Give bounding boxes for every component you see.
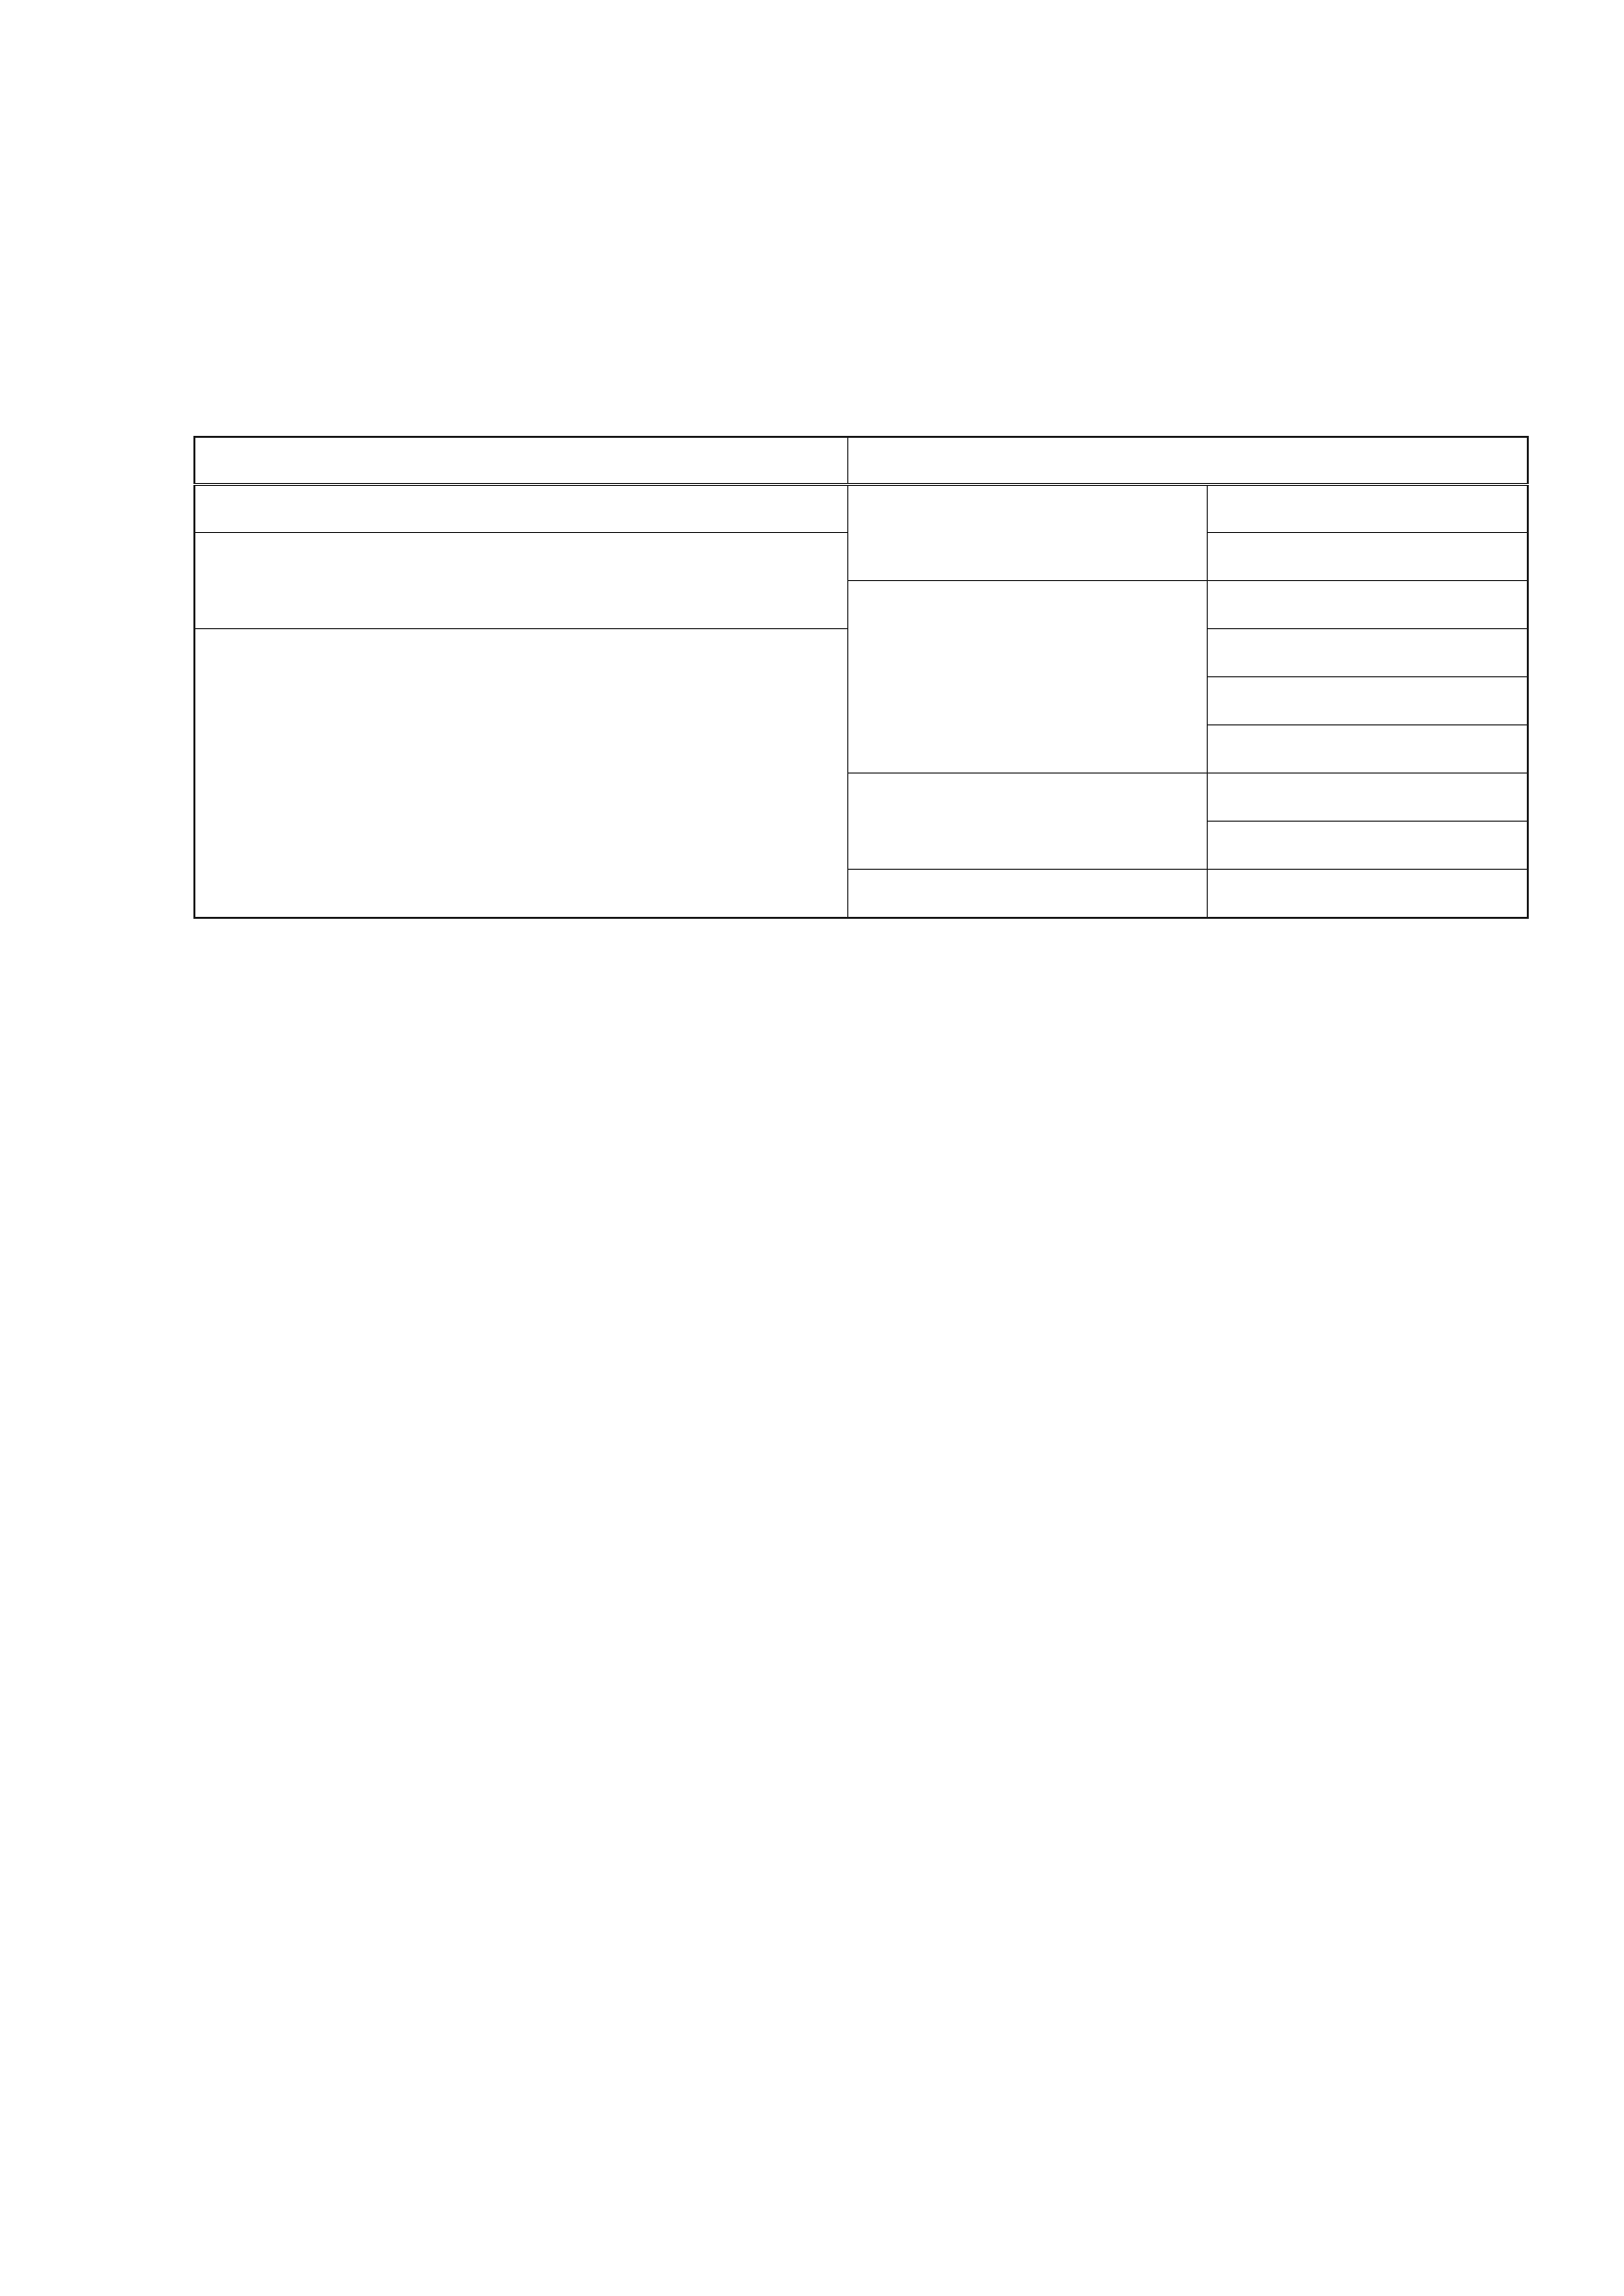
- table-header-row: [194, 437, 1528, 485]
- section-6-2-2-p2-line1: [193, 1060, 1529, 1093]
- section-6-2-2-p2-line3: [193, 1125, 1529, 1157]
- section-6-2-heading-line2: [193, 276, 1529, 308]
- quant-cell-size-range: [194, 629, 848, 918]
- qual-value-tip-j: [1208, 533, 1528, 581]
- section-6-2-2-p2-line2: [193, 1093, 1529, 1125]
- section-6-2-2-p1-line2: [193, 995, 1529, 1028]
- qual-label-sterility: [848, 870, 1208, 918]
- qual-value-without-flange: [1208, 822, 1528, 870]
- qual-value-material-vortek: [1208, 677, 1528, 725]
- section-6-2-1-text: [193, 354, 1529, 387]
- qual-label-tip: [848, 485, 1208, 581]
- qual-value-material-silicone: [1208, 629, 1528, 677]
- page-body: [193, 224, 1529, 1157]
- table-7-caption: [193, 399, 1529, 426]
- qual-label-flange: [848, 774, 1208, 870]
- qual-value-tip-straight: [1208, 485, 1528, 533]
- qual-value-sterile: [1208, 870, 1528, 918]
- quant-cell-length: [194, 485, 848, 533]
- table-row: [194, 485, 1528, 533]
- table-7: [193, 436, 1529, 919]
- section-6-2-1-heading: [193, 322, 1529, 354]
- section-6-2-2-1-heading: [193, 1028, 1529, 1060]
- qual-value-material-pvc: [1208, 581, 1528, 629]
- section-6-2-heading-line1: [193, 243, 1529, 276]
- section-6-2-2-heading: [193, 931, 1529, 963]
- qual-label-material: [848, 581, 1208, 774]
- quant-cell-ports: [194, 533, 848, 629]
- section-6-2-2-p1-line1: [193, 963, 1529, 995]
- qual-value-material-polyurethane: [1208, 725, 1528, 774]
- qual-value-with-flange: [1208, 774, 1528, 822]
- table-head-qualitative: [848, 437, 1528, 485]
- table-head-quantitative: [194, 437, 848, 485]
